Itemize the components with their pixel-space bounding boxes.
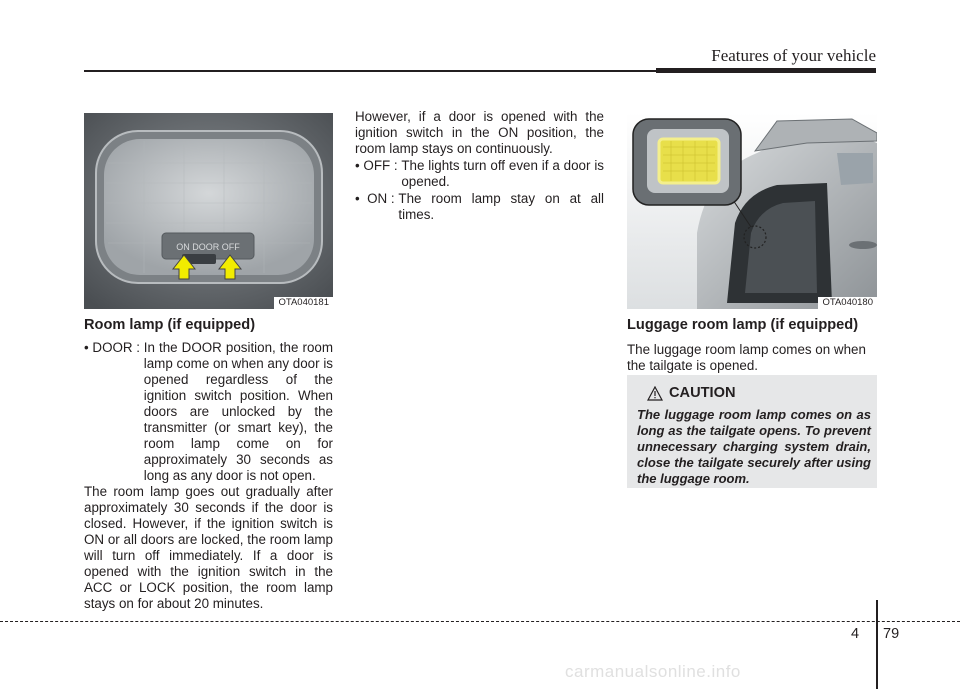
luggage-lamp-lens — [659, 139, 719, 183]
figure-code: OTA040181 — [274, 297, 333, 309]
caution-box — [627, 375, 877, 488]
page-number: 79 — [883, 626, 900, 642]
room-lamp-section — [84, 316, 333, 612]
door-description-on-position: However, if a door is opened with the ignition switch in the ON position, the room lamp stays on continuously. — [355, 109, 604, 156]
on-bullet — [355, 191, 604, 223]
off-description: The lights turn off even if a door is opened. — [401, 158, 604, 189]
on-description: The room lamp stay on at all times. — [398, 191, 604, 222]
warning-triangle-icon — [647, 386, 663, 401]
luggage-lamp-photo — [627, 113, 877, 309]
door-description: In the DOOR position, the room lamp come on when any door is opened regardless of the ignition switch position. When doors are unlocked by the transmitter (or smart key), the room lamp come on for approximately 30 seconds as long as any door is not open. — [143, 340, 333, 483]
luggage-lamp-section — [627, 316, 877, 374]
room-lamp-heading: Room lamp (if equipped) — [84, 317, 256, 333]
door-bullet — [84, 340, 333, 484]
section-number: 4 — [851, 626, 860, 642]
footer-rule — [0, 621, 960, 622]
luggage-lamp-illustration — [627, 113, 877, 309]
figure-code: OTA040180 — [818, 297, 877, 309]
room-lamp-photo — [84, 113, 333, 309]
on-label: • ON : — [355, 191, 399, 206]
room-lamp-section-continued — [355, 109, 604, 223]
page-header-title: Features of your vehicle — [711, 46, 876, 65]
door-label: • DOOR : — [84, 340, 144, 355]
room-lamp-illustration — [84, 113, 333, 309]
footer-divider — [876, 600, 878, 689]
caution-header — [647, 385, 735, 401]
header-rule-accent — [656, 68, 876, 73]
watermark: carmanualsonline.info — [565, 662, 741, 681]
luggage-lamp-description: The luggage room lamp comes on when the tailgate is opened. — [627, 342, 866, 373]
caution-title: CAUTION — [669, 385, 736, 401]
door-description-continued: The room lamp goes out gradually after approximately 30 seconds if the door is closed. However, if the ignition switch is ON or all doors are locked, the room lamp will turn off immediately. If a door is opened with the ignition switch in the ACC or LOCK position, the room lamp stays on for about 20 minutes. — [84, 484, 333, 611]
off-label: • OFF : — [355, 158, 402, 173]
switch-label: ON DOOR OFF — [176, 242, 240, 252]
off-bullet — [355, 158, 604, 190]
luggage-lamp-heading: Luggage room lamp (if equipped) — [627, 317, 859, 333]
caution-text: The luggage room lamp comes on as long as the tailgate opens. To prevent unnecessary charging system drain, close the tailgate securely after using the luggage room. — [637, 407, 871, 486]
